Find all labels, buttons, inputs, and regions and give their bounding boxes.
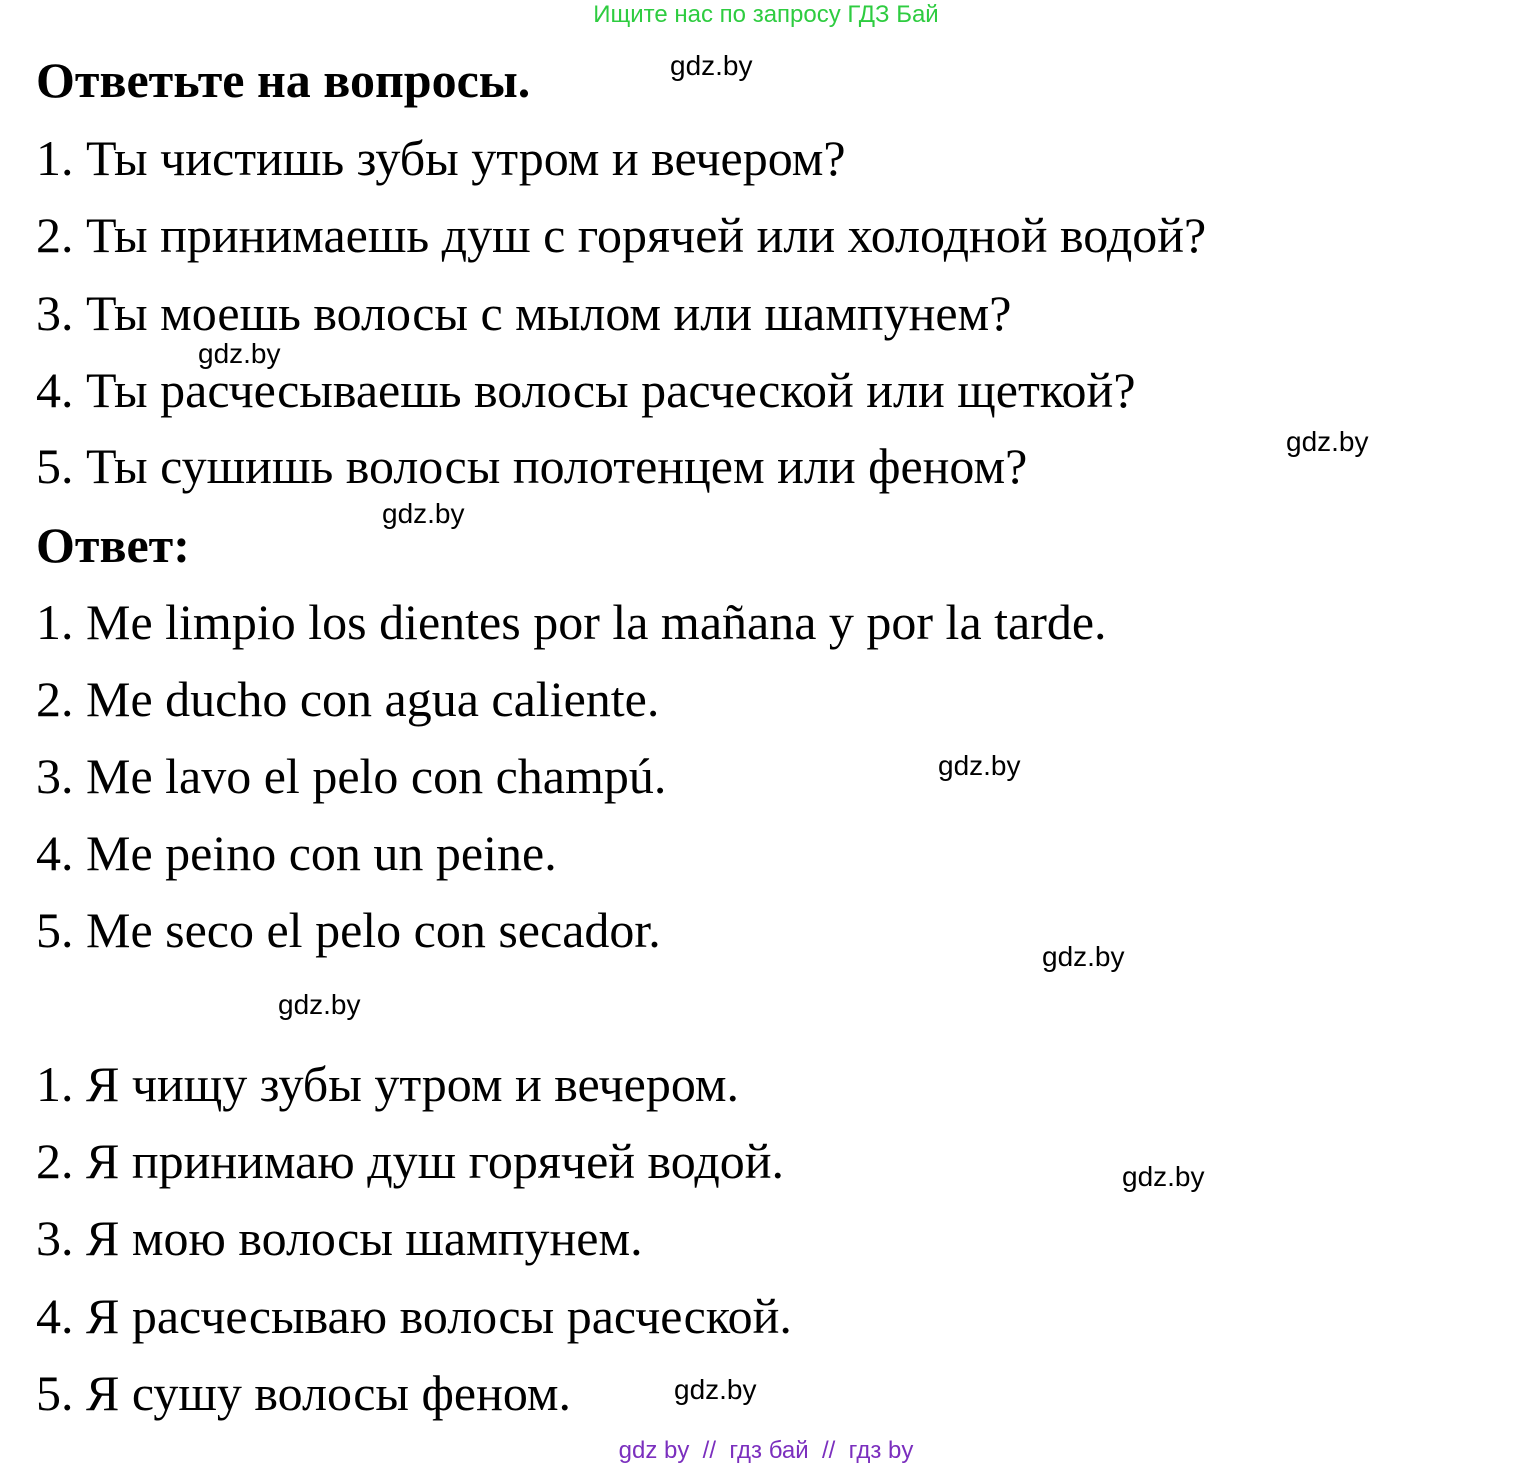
- watermark: gdz.by: [670, 50, 753, 81]
- footer: gdz by // гдз бай // гдз by: [618, 1437, 914, 1464]
- question-item: 1. Ты чистишь зубы утром и вечером?: [36, 130, 846, 186]
- answer-spanish-item: 4. Me peino con un peine.: [36, 825, 557, 881]
- answer-spanish-item: 2. Me ducho con agua caliente.: [36, 671, 660, 727]
- answer-spanish-item: 1. Me limpio los dientes por la mañana y por la tarde.: [36, 594, 1107, 650]
- answer-russian-item: 1. Я чищу зубы утром и вечером.: [36, 1056, 740, 1112]
- watermark: gdz.by: [198, 338, 281, 369]
- question-item: 3. Ты моешь волосы с мылом или шампунем?: [36, 285, 1012, 341]
- answer-spanish-item: 5. Me seco el pelo con secador.: [36, 902, 661, 958]
- watermark: gdz.by: [382, 498, 465, 529]
- answer-russian-item: 4. Я расчесываю волосы расческой.: [36, 1288, 792, 1344]
- answer-russian-item: 5. Я сушу волосы феном.: [36, 1365, 572, 1421]
- watermark: gdz.by: [1042, 941, 1125, 972]
- answer-heading: Ответ:: [36, 517, 190, 573]
- top-banner: Ищите нас по запросу ГДЗ Бай: [593, 1, 939, 28]
- watermark: gdz.by: [1122, 1161, 1205, 1192]
- watermark: gdz.by: [938, 750, 1021, 781]
- watermark: gdz.by: [278, 989, 361, 1020]
- question-item: 5. Ты сушишь волосы полотенцем или феном?: [36, 438, 1028, 494]
- answer-russian-item: 3. Я мою волосы шампунем.: [36, 1210, 643, 1266]
- question-item: 4. Ты расчесываешь волосы расческой или щеткой?: [36, 362, 1136, 418]
- answer-russian-item: 2. Я принимаю душ горячей водой.: [36, 1133, 785, 1189]
- question-item: 2. Ты принимаешь душ с горячей или холодной водой?: [36, 207, 1207, 263]
- questions-heading: Ответьте на вопросы.: [36, 52, 531, 108]
- watermark: gdz.by: [674, 1374, 757, 1405]
- watermark: gdz.by: [1286, 426, 1369, 457]
- answer-spanish-item: 3. Me lavo el pelo con champú.: [36, 748, 667, 804]
